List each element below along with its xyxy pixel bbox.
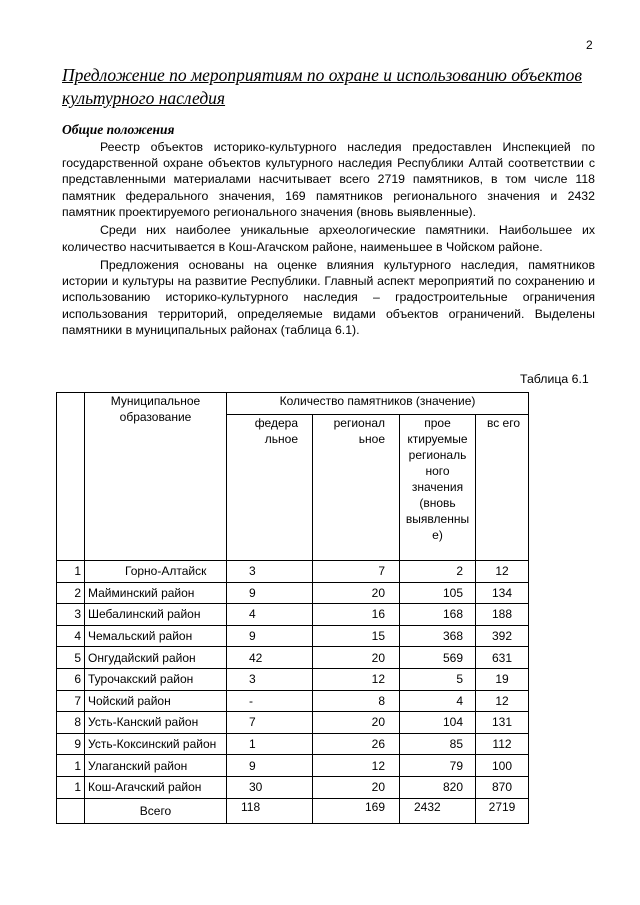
row-municipality-cell: Чемальский район [85,625,227,647]
row-regional-cell: 12 [313,755,400,777]
row-projected-cell: 105 [400,582,476,604]
table-row [57,604,529,626]
table-header-row [57,393,529,415]
table-row [57,625,529,647]
paragraph: Среди них наиболее уникальные археологические памятники. Наибольшее их количество насчитывается в Кош-Агачском районе, наименьшее в Чойском районе. [62,223,595,254]
table-row [57,690,529,712]
page-number: 2 [586,38,593,52]
row-total-cell: 12 [476,690,529,712]
total-federal-cell: 118 [227,798,313,823]
row-total-cell: 19 [476,668,529,690]
row-projected-cell: 79 [400,755,476,777]
paragraph: Реестр объектов историко-культурного наследия предоставлен Инспекцией по государственной охране объектов культурного наследия Республики Алтай соответствии с представленными материалами насчитывает всего 2719 памятников, в том числе 118 памятник федерального значения, 169 памятников регионального значения и 2432 памятник проектируемого регионального значения (вновь выявленные). [62,140,595,219]
table-row [57,733,529,755]
table-row [57,776,529,798]
row-municipality-cell: Усть-Канский район [85,712,227,734]
row-total-cell: 870 [476,776,529,798]
table-row [57,755,529,777]
row-index-cell: 2 [57,582,85,604]
row-projected-cell: 85 [400,733,476,755]
row-total-cell: 131 [476,712,529,734]
row-federal-cell: 1 [227,733,313,755]
row-municipality-cell: Усть-Коксинский район [85,733,227,755]
row-total-cell: 112 [476,733,529,755]
row-federal-cell: 9 [227,582,313,604]
row-index-cell: 1 [57,561,85,583]
row-federal-cell: - [227,690,313,712]
row-federal-cell: 3 [227,561,313,583]
row-municipality-cell: Шебалинский район [85,604,227,626]
row-index-cell: 5 [57,647,85,669]
row-index-cell: 6 [57,668,85,690]
header-index-cell [57,393,85,561]
table-caption: Таблица 6.1 [520,372,589,386]
row-regional-cell: 12 [313,668,400,690]
row-municipality-cell: Чойский район [85,690,227,712]
table-row [57,582,529,604]
row-regional-cell: 20 [313,647,400,669]
total-label-cell: Всего [85,798,227,823]
row-municipality-cell: Улаганский район [85,755,227,777]
row-federal-cell: 7 [227,712,313,734]
row-index-cell: 8 [57,712,85,734]
row-federal-cell: 3 [227,668,313,690]
row-total-cell: 631 [476,647,529,669]
row-total-cell: 12 [476,561,529,583]
row-projected-cell: 104 [400,712,476,734]
document-title: Предложение по мероприятиям по охране и использованию объектов культурного наследия [62,65,582,108]
row-total-cell: 134 [476,582,529,604]
header-municipality: Муниципальное образование [85,393,227,561]
total-regional-cell: 169 [313,798,400,823]
table-row [57,668,529,690]
row-index-cell: 4 [57,625,85,647]
table-total-row [57,798,529,823]
row-federal-cell: 9 [227,625,313,647]
row-regional-cell: 20 [313,712,400,734]
row-regional-cell: 26 [313,733,400,755]
row-total-cell: 392 [476,625,529,647]
monuments-table [56,392,529,824]
row-projected-cell: 168 [400,604,476,626]
table-row [57,647,529,669]
row-total-cell: 188 [476,604,529,626]
row-federal-cell: 4 [227,604,313,626]
row-total-cell: 100 [476,755,529,777]
header-regional: регионал ьное [313,415,400,561]
body-text [62,139,595,340]
row-projected-cell: 368 [400,625,476,647]
section-subtitle: Общие положения [62,122,175,137]
row-projected-cell: 4 [400,690,476,712]
header-total: вс его [476,415,529,561]
row-index-cell: 1 [57,776,85,798]
header-count: Количество памятников (значение) [227,393,529,415]
row-regional-cell: 15 [313,625,400,647]
header-federal: федера льное [227,415,313,561]
row-federal-cell: 42 [227,647,313,669]
row-municipality-cell: Кош-Агачский район [85,776,227,798]
header-projected: прое ктируемые региональ ного значения (вновь выявленны е) [400,415,476,561]
row-regional-cell: 20 [313,776,400,798]
total-total-cell: 2719 [476,798,529,823]
row-municipality-cell: Онгудайский район [85,647,227,669]
row-index-cell: 7 [57,690,85,712]
row-regional-cell: 7 [313,561,400,583]
row-regional-cell: 8 [313,690,400,712]
row-index-cell: 1 [57,755,85,777]
paragraph: Предложения основаны на оценке влияния культурного наследия, памятников истории и культуры на развитие Республики. Главный аспект мероприятий по сохранению и использованию историко-культурного наследия – градостроительные ограничения использования территорий, определяемые видами объектов ограничений. Выделены памятники в муниципальных районах (таблица 6.1). [62,258,595,337]
row-index-cell: 3 [57,604,85,626]
row-municipality-cell: Горно-Алтайск [85,561,227,583]
row-regional-cell: 16 [313,604,400,626]
row-projected-cell: 569 [400,647,476,669]
row-projected-cell: 2 [400,561,476,583]
row-federal-cell: 9 [227,755,313,777]
total-projected-cell: 2432 [400,798,476,823]
row-index-cell: 9 [57,733,85,755]
row-municipality-cell: Турочакский район [85,668,227,690]
row-projected-cell: 5 [400,668,476,690]
row-municipality-cell: Майминский район [85,582,227,604]
table-row [57,712,529,734]
table-row [57,561,529,583]
total-index-cell [57,798,85,823]
row-regional-cell: 20 [313,582,400,604]
row-federal-cell: 30 [227,776,313,798]
row-projected-cell: 820 [400,776,476,798]
